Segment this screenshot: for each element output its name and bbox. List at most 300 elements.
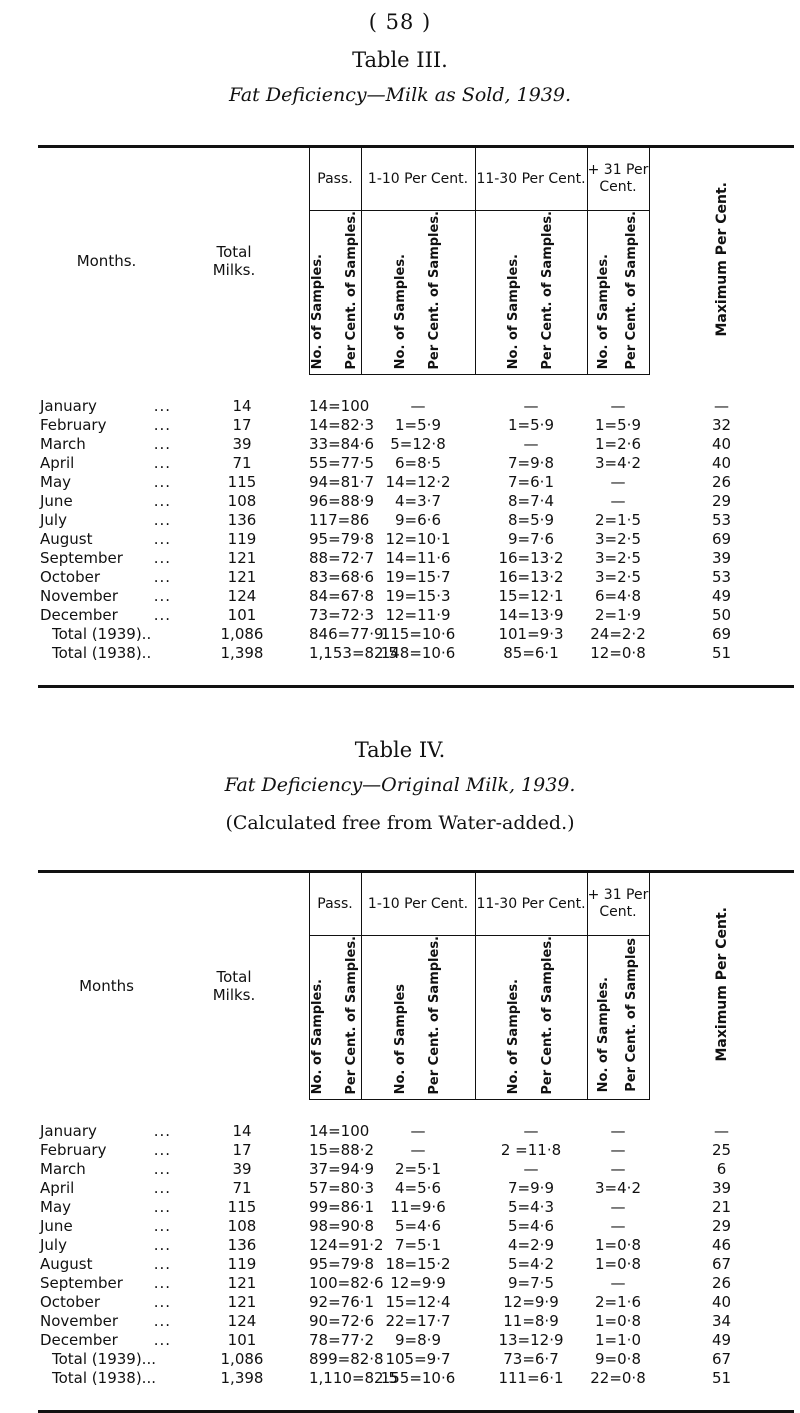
p1-10-cell: 22=17·7: [385, 1311, 451, 1330]
total-cell: 121: [227, 548, 257, 567]
month-cell: [38, 625, 175, 644]
p11-30-cell: 73=6·7: [503, 1349, 559, 1368]
table3-header-months: Months.: [76, 252, 137, 271]
month-label: December: [40, 1330, 118, 1349]
total-cell: 121: [227, 1292, 257, 1311]
pass-cell: 57=80·3: [309, 1178, 375, 1197]
p11-30-cell: 7=6·1: [508, 472, 554, 491]
total-cell: 136: [227, 1235, 257, 1254]
total-cell: 136: [227, 510, 257, 529]
month-cell: [38, 1350, 175, 1369]
p31-cell: 2=1·5: [595, 510, 641, 529]
p11-30-cell: 8=7·4: [508, 491, 554, 510]
pass-cell: 55=77·5: [309, 453, 375, 472]
month-cell: [38, 1160, 175, 1179]
table-row: [38, 530, 794, 549]
month-label: January: [40, 1121, 97, 1140]
total-cell: 14: [232, 396, 252, 415]
p31-cell: 22=0·8: [590, 1368, 646, 1387]
max-cell: 34: [711, 1311, 732, 1330]
table4: [38, 870, 794, 1413]
max-cell: 67: [711, 1349, 732, 1368]
p11-30-cell: 9=7·6: [508, 529, 554, 548]
p11-30-cell: 15=12·1: [498, 586, 564, 605]
month-cell: [38, 1312, 175, 1331]
leader-dots: ...: [153, 586, 171, 605]
table3-header-max: Maximum Per Cent.: [649, 148, 794, 374]
p11-30-cell: —: [523, 1121, 539, 1140]
month-cell: [38, 1141, 175, 1160]
month-cell: [38, 1179, 175, 1198]
pass-cell: 83=68·6: [309, 567, 375, 586]
p31-cell: 3=2·5: [595, 548, 641, 567]
p31-cell: 12=0·8: [590, 643, 646, 662]
table-row: [38, 1198, 794, 1217]
total-cell: 115: [227, 472, 257, 491]
p11-30-cell: 5=4·2: [508, 1254, 554, 1273]
month-label: November: [40, 586, 119, 605]
table-row: [38, 1331, 794, 1350]
max-cell: 69: [711, 529, 732, 548]
table-row: [38, 1312, 794, 1331]
page-number: ( 58 ): [368, 10, 432, 34]
total-cell: 115: [227, 1197, 257, 1216]
month-cell: [38, 549, 175, 568]
pass-cell: 33=84·6: [309, 434, 375, 453]
month-label: March: [40, 434, 86, 453]
p1-10-cell: 155=10·6: [380, 1368, 456, 1387]
month-cell: [38, 1122, 175, 1141]
pass-cell: 1,153=82·5: [309, 643, 398, 662]
p31-cell: —: [610, 1273, 626, 1292]
table4-title: Table IV.: [354, 738, 446, 762]
pass-cell: 37=94·9: [309, 1159, 375, 1178]
leader-dots: ...: [153, 415, 171, 434]
max-cell: 25: [711, 1140, 732, 1159]
p1-10-cell: 2=5·1: [395, 1159, 441, 1178]
p31-cell: 1=5·9: [595, 415, 641, 434]
max-cell: 67: [711, 1254, 732, 1273]
leader-dots: ...: [153, 548, 171, 567]
leader-dots: ...: [153, 1140, 171, 1159]
p11-30-cell: 16=13·2: [498, 567, 564, 586]
p11-30-cell: —: [523, 434, 539, 453]
leader-dots: ...: [153, 472, 171, 491]
month-label: Total (1938)..: [52, 643, 152, 662]
pass-cell: 15=88·2: [309, 1140, 375, 1159]
leader-dots: ...: [153, 396, 171, 415]
table3-body: [38, 374, 794, 686]
table-row: [38, 1350, 794, 1369]
p31-cell: 24=2·2: [590, 624, 646, 643]
p1-10-cell: 1=5·9: [395, 415, 441, 434]
table-row: [38, 1217, 794, 1236]
leader-dots: ...: [153, 453, 171, 472]
total-cell: 124: [227, 1311, 257, 1330]
table4-body: [38, 1099, 794, 1411]
pass-cell: 846=77·9: [309, 624, 384, 643]
p31-cell: —: [610, 396, 626, 415]
table-row: [38, 1122, 794, 1141]
month-label: June: [40, 1216, 73, 1235]
p31-cell: 1=0·8: [595, 1311, 641, 1330]
p11-30-cell: 85=6·1: [503, 643, 559, 662]
month-label: May: [40, 472, 72, 491]
p31-cell: —: [610, 1159, 626, 1178]
table4-header-months: Months: [79, 977, 134, 996]
p11-30-cell: 7=9·9: [508, 1178, 554, 1197]
table3-sub-1-10: No. of Samples. Per Cent. of Samples.: [361, 211, 475, 375]
p11-30-cell: 101=9·3: [498, 624, 564, 643]
leader-dots: ...: [153, 1197, 171, 1216]
max-cell: 40: [711, 434, 732, 453]
table4-header-pass: Pass.: [309, 873, 361, 936]
p11-30-cell: 1=5·9: [508, 415, 554, 434]
p1-10-cell: —: [410, 396, 426, 415]
p1-10-cell: 5=4·6: [395, 1216, 441, 1235]
month-label: December: [40, 605, 118, 624]
max-cell: 49: [711, 1330, 732, 1349]
month-label: February: [40, 1140, 107, 1159]
leader-dots: ...: [153, 1121, 171, 1140]
max-cell: 32: [711, 415, 732, 434]
total-cell: 1,086: [220, 1349, 264, 1368]
p1-10-cell: 12=9·9: [390, 1273, 446, 1292]
month-cell: [38, 1255, 175, 1274]
p31-cell: 1=0·8: [595, 1254, 641, 1273]
max-cell: 53: [711, 567, 732, 586]
max-cell: —: [714, 1121, 729, 1140]
p1-10-cell: 148=10·6: [380, 643, 456, 662]
table4-header-11-30: 11-30 Per Cent.: [475, 873, 587, 936]
table3-sub-11-30: No. of Samples. Per Cent. of Samples.: [475, 211, 587, 375]
table4-header-max: Maximum Per Cent.: [649, 873, 794, 1099]
p31-cell: 3=4·2: [595, 1178, 641, 1197]
p1-10-cell: 105=9·7: [385, 1349, 451, 1368]
month-label: August: [40, 529, 93, 548]
p1-10-cell: 12=11·9: [385, 605, 451, 624]
p31-cell: —: [610, 1121, 626, 1140]
total-cell: 108: [227, 1216, 257, 1235]
month-label: October: [40, 1292, 101, 1311]
month-cell: [38, 397, 175, 416]
p1-10-cell: 12=10·1: [385, 529, 451, 548]
total-cell: 121: [227, 1273, 257, 1292]
table3-subtitle: Fat Deficiency—Milk as Sold, 1939.: [228, 84, 572, 106]
table-row: [38, 473, 794, 492]
max-cell: 46: [711, 1235, 732, 1254]
max-cell: 69: [711, 624, 732, 643]
table3-title: Table III.: [352, 48, 448, 72]
total-cell: 71: [232, 453, 252, 472]
table-row: [38, 397, 794, 416]
p11-30-cell: 2 =11·8: [500, 1140, 562, 1159]
pass-cell: 124=91·2: [309, 1235, 384, 1254]
max-cell: 6: [716, 1159, 727, 1178]
month-label: August: [40, 1254, 93, 1273]
table3-sub-31: No. of Samples. Per Cent. of Samples.: [587, 211, 649, 375]
p1-10-cell: 115=10·6: [380, 624, 456, 643]
p11-30-cell: 8=5·9: [508, 510, 554, 529]
month-cell: [38, 1293, 175, 1312]
pass-cell: 1,110=82·5: [309, 1368, 398, 1387]
pass-cell: 14=82·3: [309, 415, 375, 434]
max-cell: 39: [711, 1178, 732, 1197]
table4-grid: [38, 870, 794, 1413]
table3-header-1-10: 1-10 Per Cent.: [361, 148, 475, 211]
p1-10-cell: —: [410, 1121, 426, 1140]
p31-cell: 1=2·6: [595, 434, 641, 453]
total-cell: 119: [227, 529, 257, 548]
pass-cell: 90=72·6: [309, 1311, 375, 1330]
p11-30-cell: —: [523, 1159, 539, 1178]
table3-grid: [38, 145, 794, 688]
total-cell: 71: [232, 1178, 252, 1197]
month-label: Total (1939)..: [52, 624, 152, 643]
month-label: September: [40, 548, 123, 567]
max-cell: 29: [711, 1216, 732, 1235]
month-label: Total (1938)...: [52, 1368, 156, 1387]
max-cell: 40: [711, 1292, 732, 1311]
month-label: October: [40, 567, 101, 586]
p11-30-cell: 5=4·6: [508, 1216, 554, 1235]
p11-30-cell: 16=13·2: [498, 548, 564, 567]
table-row: [38, 1141, 794, 1160]
month-cell: [38, 454, 175, 473]
month-cell: [38, 606, 175, 625]
max-cell: 51: [711, 643, 732, 662]
p1-10-cell: 19=15·3: [385, 586, 451, 605]
leader-dots: ...: [153, 1330, 171, 1349]
p1-10-cell: 15=12·4: [385, 1292, 451, 1311]
p1-10-cell: 4=3·7: [395, 491, 441, 510]
leader-dots: ...: [153, 1292, 171, 1311]
max-cell: 49: [711, 586, 732, 605]
month-cell: [38, 530, 175, 549]
month-label: September: [40, 1273, 123, 1292]
table4-sub-1-10: No. of Samples Per Cent. of Samples.: [361, 936, 475, 1100]
leader-dots: ...: [153, 567, 171, 586]
table-row: [38, 644, 794, 663]
p31-cell: 2=1·9: [595, 605, 641, 624]
total-cell: 108: [227, 491, 257, 510]
p31-cell: —: [610, 491, 626, 510]
leader-dots: ...: [153, 605, 171, 624]
pass-cell: 94=81·7: [309, 472, 375, 491]
table-row: [38, 1369, 794, 1388]
table-row: [38, 549, 794, 568]
month-label: Total (1939)...: [52, 1349, 156, 1368]
month-cell: [38, 1217, 175, 1236]
p1-10-cell: 11=9·6: [390, 1197, 446, 1216]
p31-cell: —: [610, 472, 626, 491]
table4-sub-11-30: No. of Samples. Per Cent. of Samples.: [475, 936, 587, 1100]
max-cell: —: [714, 396, 729, 415]
table-row: [38, 606, 794, 625]
month-label: April: [40, 453, 75, 472]
total-cell: 39: [232, 1159, 252, 1178]
table3-sub-pass: No. of Samples. Per Cent. of Samples.: [309, 211, 361, 375]
max-cell: 50: [711, 605, 732, 624]
total-cell: 119: [227, 1254, 257, 1273]
table-row: [38, 587, 794, 606]
month-label: July: [40, 1235, 67, 1254]
table4-header-total: Total Milks.: [212, 968, 256, 1005]
p1-10-cell: 9=6·6: [395, 510, 441, 529]
table-row: [38, 492, 794, 511]
p31-cell: —: [610, 1197, 626, 1216]
pass-cell: 92=76·1: [309, 1292, 375, 1311]
p31-cell: 9=0·8: [595, 1349, 641, 1368]
month-cell: [38, 1236, 175, 1255]
table-row: [38, 1255, 794, 1274]
p31-cell: —: [610, 1216, 626, 1235]
table3-header-11-30: 11-30 Per Cent.: [475, 148, 587, 211]
p11-30-cell: 111=6·1: [498, 1368, 564, 1387]
month-cell: [38, 568, 175, 587]
max-cell: 21: [711, 1197, 732, 1216]
max-cell: 53: [711, 510, 732, 529]
table4-subtitle: Fat Deficiency—Original Milk, 1939.: [224, 774, 576, 796]
leader-dots: ...: [153, 510, 171, 529]
p1-10-cell: 18=15·2: [385, 1254, 451, 1273]
p1-10-cell: 7=5·1: [395, 1235, 441, 1254]
table4-sub-31: No. of Samples. Per Cent. of Samples: [587, 936, 649, 1100]
table-row: [38, 435, 794, 454]
month-cell: [38, 473, 175, 492]
p1-10-cell: 9=8·9: [395, 1330, 441, 1349]
table-row: [38, 625, 794, 644]
table3-header-total: Total Milks.: [212, 243, 256, 280]
month-label: May: [40, 1197, 72, 1216]
max-cell: 29: [711, 491, 732, 510]
pass-cell: 88=72·7: [309, 548, 375, 567]
month-label: November: [40, 1311, 119, 1330]
total-cell: 121: [227, 567, 257, 586]
p11-30-cell: 7=9·8: [508, 453, 554, 472]
month-cell: [38, 587, 175, 606]
p11-30-cell: 12=9·9: [503, 1292, 559, 1311]
month-label: June: [40, 491, 73, 510]
p31-cell: 2=1·6: [595, 1292, 641, 1311]
month-label: April: [40, 1178, 75, 1197]
table3-header-31: + 31 Per Cent.: [587, 148, 649, 211]
pass-cell: 99=86·1: [309, 1197, 375, 1216]
leader-dots: ...: [153, 1311, 171, 1330]
month-cell: [38, 1331, 175, 1350]
table-row: [38, 454, 794, 473]
pass-cell: 84=67·8: [309, 586, 375, 605]
p11-30-cell: 14=13·9: [498, 605, 564, 624]
month-cell: [38, 435, 175, 454]
pass-cell: 117=86: [309, 510, 370, 529]
table-row: [38, 1160, 794, 1179]
max-cell: 51: [711, 1368, 732, 1387]
table-row: [38, 416, 794, 435]
max-cell: 26: [711, 472, 732, 491]
max-cell: 26: [711, 1273, 732, 1292]
month-cell: [38, 644, 175, 663]
pass-cell: 78=77·2: [309, 1330, 375, 1349]
month-cell: [38, 1274, 175, 1293]
table4-sub-pass: No. of Samples. Per Cent. of Samples.: [309, 936, 361, 1100]
month-cell: [38, 492, 175, 511]
table3: [38, 145, 794, 688]
pass-cell: 73=72·3: [309, 605, 375, 624]
pass-cell: 14=100: [309, 1121, 370, 1140]
p31-cell: 3=2·5: [595, 529, 641, 548]
month-cell: [38, 511, 175, 530]
month-cell: [38, 1198, 175, 1217]
leader-dots: ...: [153, 1178, 171, 1197]
total-cell: 101: [227, 1330, 257, 1349]
total-cell: 39: [232, 434, 252, 453]
table-row: [38, 1179, 794, 1198]
p31-cell: 3=4·2: [595, 453, 641, 472]
leader-dots: ...: [153, 529, 171, 548]
max-cell: 40: [711, 453, 732, 472]
pass-cell: 100=82·6: [309, 1273, 384, 1292]
month-label: July: [40, 510, 67, 529]
p31-cell: 6=4·8: [595, 586, 641, 605]
leader-dots: ...: [153, 1159, 171, 1178]
p31-cell: —: [610, 1140, 626, 1159]
total-cell: 1,086: [220, 624, 264, 643]
month-label: March: [40, 1159, 86, 1178]
table4-note: (Calculated free from Water-added.): [225, 812, 575, 834]
p1-10-cell: —: [410, 1140, 426, 1159]
p11-30-cell: —: [523, 396, 539, 415]
total-cell: 124: [227, 586, 257, 605]
p11-30-cell: 11=8·9: [503, 1311, 559, 1330]
month-label: January: [40, 396, 97, 415]
pass-cell: 899=82·8: [309, 1349, 384, 1368]
table-row: [38, 511, 794, 530]
leader-dots: ...: [153, 1273, 171, 1292]
month-cell: [38, 416, 175, 435]
pass-cell: 98=90·8: [309, 1216, 375, 1235]
pass-cell: 95=79·8: [309, 1254, 375, 1273]
leader-dots: ...: [153, 1235, 171, 1254]
max-cell: 39: [711, 548, 732, 567]
p1-10-cell: 5=12·8: [390, 434, 446, 453]
total-cell: 14: [232, 1121, 252, 1140]
month-cell: [38, 1369, 175, 1388]
pass-cell: 14=100: [309, 396, 370, 415]
table4-header-31: + 31 Per Cent.: [587, 873, 649, 936]
pass-cell: 96=88·9: [309, 491, 375, 510]
month-label: February: [40, 415, 107, 434]
table3-header-pass: Pass.: [309, 148, 361, 211]
p11-30-cell: 4=2·9: [508, 1235, 554, 1254]
total-cell: 1,398: [220, 643, 264, 662]
leader-dots: ...: [153, 1216, 171, 1235]
leader-dots: ...: [153, 491, 171, 510]
total-cell: 17: [232, 1140, 252, 1159]
table-row: [38, 1236, 794, 1255]
p11-30-cell: 5=4·3: [508, 1197, 554, 1216]
p11-30-cell: 13=12·9: [498, 1330, 564, 1349]
total-cell: 101: [227, 605, 257, 624]
p1-10-cell: 14=12·2: [385, 472, 451, 491]
leader-dots: ...: [153, 1254, 171, 1273]
table4-header-1-10: 1-10 Per Cent.: [361, 873, 475, 936]
total-cell: 1,398: [220, 1368, 264, 1387]
p1-10-cell: 6=8·5: [395, 453, 441, 472]
p1-10-cell: 19=15·7: [385, 567, 451, 586]
table-row: [38, 568, 794, 587]
table-row: [38, 1293, 794, 1312]
